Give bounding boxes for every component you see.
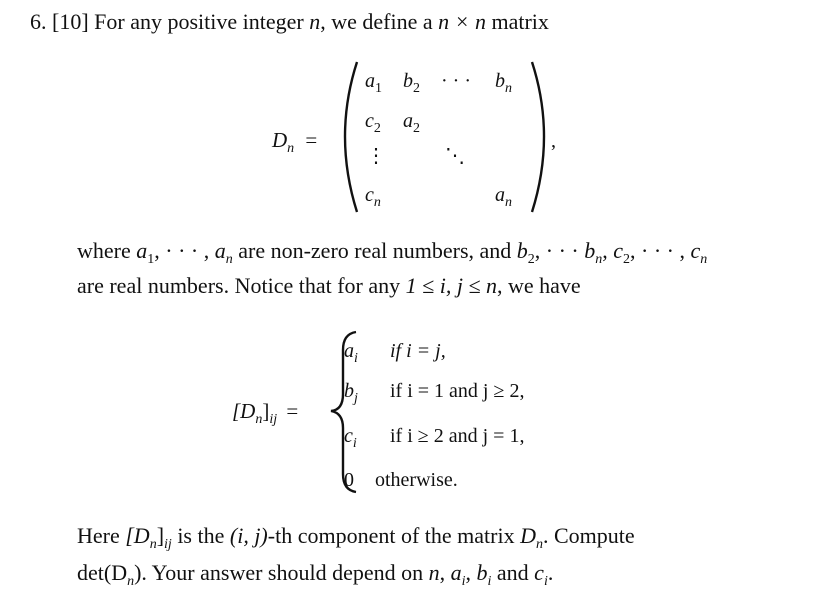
paragraph2-line2: $\det(D_n)$. Your answer should depend on n, $a_i$, $b_i$ and $c_i$. <box>77 560 554 589</box>
matrix-entry-rncn: $a_n$ <box>495 184 512 210</box>
paragraph1-line1: where $a_1$, · · · , $a_n$ are non-zero real numbers, and $b_2$, · · · $b_n$, $c_2$, · · · , $c_n$ <box>77 238 708 267</box>
matrix-entry-r1cn: $b_n$ <box>495 70 512 96</box>
matrix-entry-ddots: ⋱ <box>445 145 465 167</box>
case-row-3-value: $c_i$ <box>344 425 357 451</box>
matrix-right-paren <box>532 62 544 212</box>
problem-number: 6. <box>30 9 47 34</box>
case-row-2-value: $b_j$ <box>344 380 358 406</box>
cases-lhs: $[D_n]_{ij}$ = <box>232 399 299 427</box>
case-row-1-value: $a_i$ <box>344 340 358 366</box>
intro-text-2: , we define a <box>320 9 433 34</box>
matrix-lhs: $D_n$ = <box>272 128 318 156</box>
intro-text-1: For any positive integer <box>94 9 304 34</box>
matrix-trailing-comma: , <box>551 130 556 152</box>
case-row-4-condition: otherwise. <box>375 469 458 491</box>
matrix-entry-rnc1: $c_n$ <box>365 184 381 210</box>
var-n: n <box>309 9 321 34</box>
problem-points: [10] <box>52 9 89 34</box>
matrix-entry-r2c1: $c_2$ <box>365 110 381 136</box>
matrix-entry-r1c2: $b_2$ <box>403 70 420 96</box>
matrix-entry-r2c2: $a_2$ <box>403 110 420 136</box>
paragraph1-line2: are real numbers. Notice that for any 1 ≤ i, j ≤ n, we have <box>77 273 581 298</box>
case-row-2-condition: if i = 1 and j ≥ 2, <box>390 380 525 402</box>
case-row-4-value: 0 <box>344 469 354 491</box>
paragraph2-line1: Here $[D_n]_{ij}$ is the (i, j)-th component of the matrix $D_n$. Compute <box>77 523 635 552</box>
matrix-equals: = <box>305 128 318 152</box>
case-row-3-condition: if i ≥ 2 and j = 1, <box>390 425 525 447</box>
matrix-entry-hdots: · · · <box>441 70 471 92</box>
matrix-entry-vdots: ⋮ <box>366 145 386 167</box>
matrix-entry-r1c1: $a_1$ <box>365 70 382 96</box>
intro-text-3: matrix <box>491 9 549 34</box>
case-row-1-condition: if i = j, <box>390 340 446 362</box>
var-nxn: n × n <box>438 9 486 34</box>
matrix-left-paren <box>345 62 357 212</box>
